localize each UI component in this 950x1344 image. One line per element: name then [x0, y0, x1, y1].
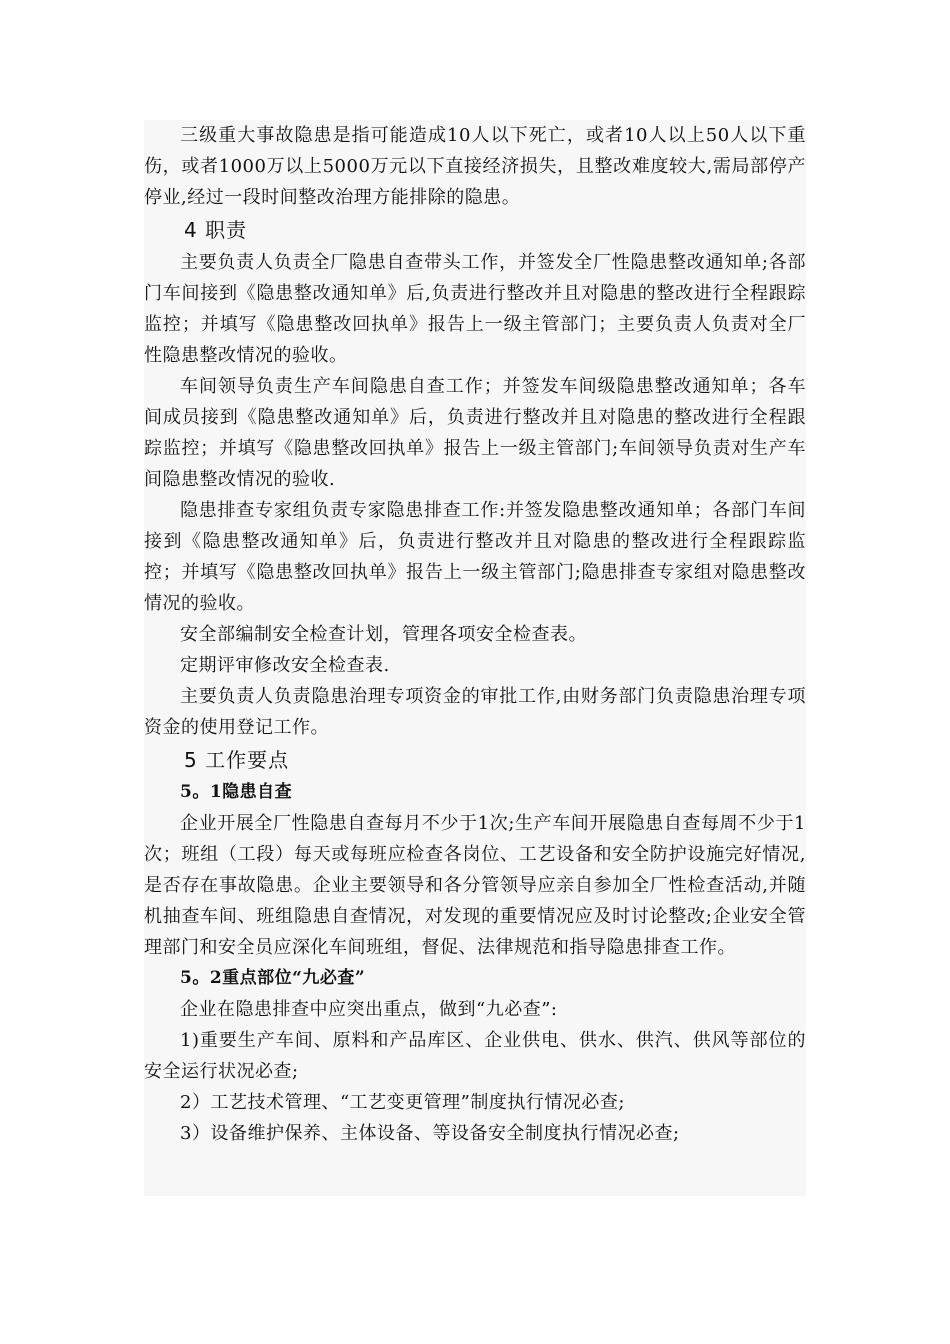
paragraph: 隐患排查专家组负责专家隐患排查工作:并签发隐患整改通知单；各部门车间接到《隐患整改通知单》后，负责进行整改并且对隐患的整改进行全程跟踪监控；并填写《隐患整改回执单》报告上一级主管部门;隐患排查专家组对隐患整改情况的验收。 — [144, 500, 806, 614]
paragraph: 企业开展全厂性隐患自查每月不少于1次;生产车间开展隐患自查每周不少于1次；班组（工段）每天或每班应检查各岗位、工艺设备和安全防护设施完好情况,是否存在事故隐患。企业主要领导和各分管领导应亲自参加全厂性检查活动,并随机抽查车间、班组隐患自查情况，对发现的重要情况应及时讨论整改;企业安全管理部门和安全员应深化车间班组，督促、法律规范和指导隐患排查工作。 — [144, 813, 806, 958]
section-heading-duties: 4 职责 — [184, 218, 248, 242]
document-body — [144, 120, 806, 1196]
paragraph: 主要负责人负责全厂隐患自查带头工作，并签发全厂性隐患整改通知单;各部门车间接到《隐患整改通知单》后,负责进行整改并且对隐患的整改进行全程跟踪监控；并填写《隐患整改回执单》报告上一级主管部门；主要负责人负责对全厂性隐患整改情况的验收。 — [144, 252, 806, 366]
paragraph: 企业在隐患排查中应突出重点，做到“九必查”: — [180, 999, 558, 1020]
paragraph: 定期评审修改安全检查表. — [180, 655, 390, 676]
paragraph: 三级重大事故隐患是指可能造成10人以下死亡，或者10人以上50人以下重伤，或者1000万以上5000万元以下直接经济损失，且整改难度较大,需局部停产停业,经过一段时间整改治理方能排除的隐患。 — [144, 125, 806, 208]
list-item: 2）工艺技术管理、“工艺变更管理”制度执行情况必查; — [180, 1092, 625, 1113]
paragraph: 主要负责人负责隐患治理专项资金的审批工作,由财务部门负责隐患治理专项资金的使用登记工作。 — [144, 686, 806, 738]
section-heading-work-points: 5 工作要点 — [184, 748, 290, 772]
subsection-heading-nine-checks: 5。2重点部位“九必查” — [180, 968, 366, 988]
subsection-heading-self-check: 5。1隐患自查 — [180, 782, 293, 802]
paragraph: 安全部编制安全检查计划，管理各项安全检查表。 — [180, 624, 587, 645]
list-item: 1)重要生产车间、原料和产品库区、企业供电、供水、供汽、供风等部位的安全运行状况必查; — [144, 1030, 806, 1082]
list-item: 3）设备维护保养、主体设备、等设备安全制度执行情况必查; — [180, 1123, 680, 1144]
paragraph: 车间领导负责生产车间隐患自查工作；并签发车间级隐患整改通知单；各车间成员接到《隐患整改通知单》后，负责进行整改并且对隐患的整改进行全程跟踪监控；并填写《隐患整改回执单》报告上一级主管部门;车间领导负责对生产车间隐患整改情况的验收. — [144, 376, 806, 490]
